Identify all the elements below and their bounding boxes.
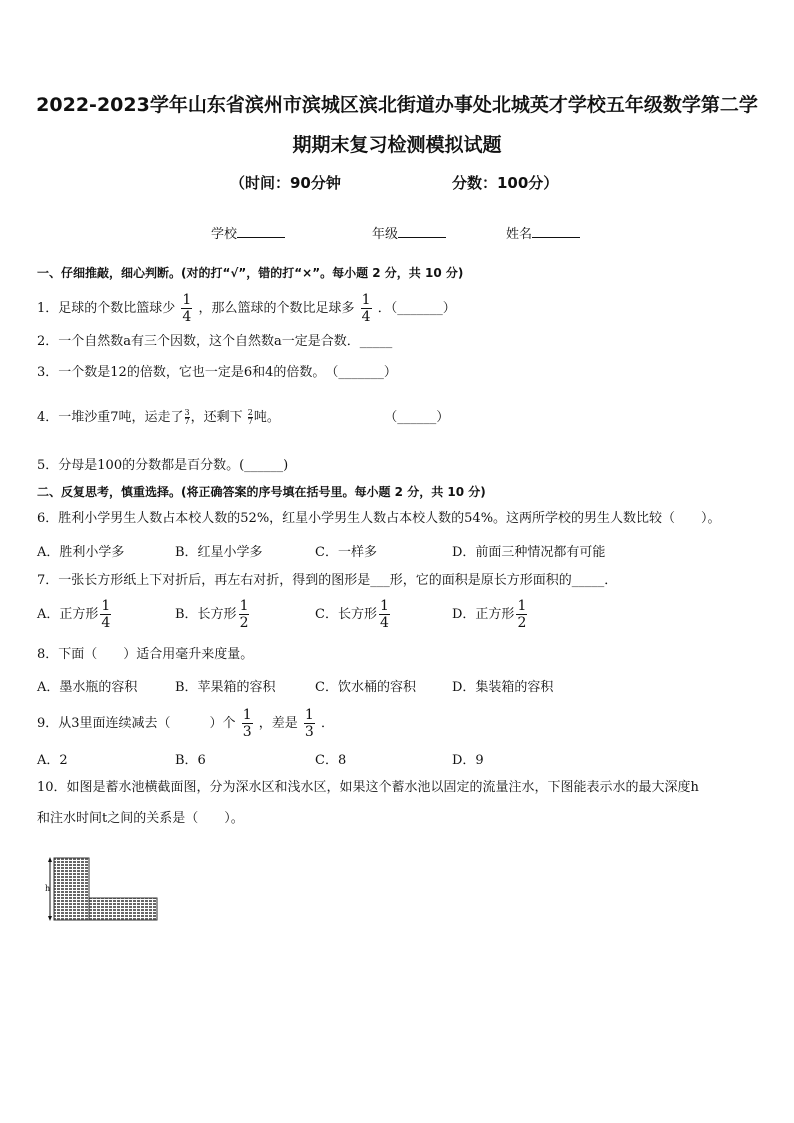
school-label: 学校 bbox=[211, 227, 238, 242]
q4-text-b: ，还剩下 bbox=[190, 410, 243, 425]
question-6: 6．胜利小学男生人数占本校人数的52%，红星小学男生人数占本校人数的54%。这两所学校的男生人数比较（ ）。 bbox=[37, 511, 721, 526]
question-1 bbox=[37, 293, 456, 324]
q8-option-a[interactable]: A．墨水瓶的容积 bbox=[37, 680, 138, 695]
grade-label: 年级 bbox=[372, 227, 399, 242]
q8-option-d[interactable]: D．集装箱的容积 bbox=[452, 680, 554, 695]
name-label: 姓名 bbox=[506, 227, 533, 242]
q1-fraction-1: $\frac{1}{4}$ bbox=[182, 292, 192, 325]
q7-option-b-label: B．长方形 bbox=[175, 607, 237, 622]
q4-fraction-2: $\frac{2}{7}$ bbox=[247, 408, 253, 426]
q1-text-b: ，那么篮球的个数比足球多 bbox=[198, 301, 355, 316]
q4-answer-blank[interactable]: （______） bbox=[384, 410, 450, 425]
q7-option-a[interactable] bbox=[37, 599, 113, 630]
q9-option-d[interactable]: D．9 bbox=[452, 753, 484, 768]
q7-option-d-label: D．正方形 bbox=[452, 607, 515, 622]
q4-text-c: 吨。 bbox=[253, 410, 280, 425]
q9-text-a: 9．从3里面连续减去（ ）个 bbox=[37, 716, 236, 731]
q7-option-a-fraction: $\frac{1}{4}$ bbox=[101, 598, 111, 631]
q7-option-c-label: C．长方形 bbox=[315, 607, 377, 622]
depth-label: h bbox=[45, 884, 51, 893]
q9-option-b[interactable]: B．6 bbox=[175, 753, 206, 768]
question-10-line1: 10．如图是蓄水池横截面图，分为深水区和浅水区，如果这个蓄水池以固定的流量注水，下图能表示水的最大深度h bbox=[37, 780, 699, 795]
q6-option-c[interactable]: C．一样多 bbox=[315, 545, 377, 560]
reservoir-cross-section-figure bbox=[45, 855, 165, 925]
school-blank[interactable] bbox=[237, 225, 285, 238]
deep-zone bbox=[54, 858, 89, 920]
question-2: 2．一个自然数a有三个因数，这个自然数a一定是合数．_____ bbox=[37, 334, 393, 349]
q8-option-c[interactable]: C．饮水桶的容积 bbox=[315, 680, 416, 695]
q7-option-b-fraction: $\frac{1}{2}$ bbox=[239, 598, 249, 631]
question-7: 7．一张长方形纸上下对折后，再左右对折，得到的图形是___形，它的面积是原长方形面积的_____． bbox=[37, 573, 618, 588]
question-8: 8．下面（ ）适合用毫升来度量。 bbox=[37, 647, 254, 662]
q9-option-a[interactable]: A．2 bbox=[37, 753, 68, 768]
q7-option-c-fraction: $\frac{1}{4}$ bbox=[379, 598, 389, 631]
exam-time: （时间：90分钟 bbox=[230, 174, 341, 192]
section1-heading: 一、仔细推敲，细心判断。(对的打“√”，错的打“×”。每小题 2 分，共 10 分) bbox=[37, 266, 464, 280]
q7-option-d[interactable] bbox=[452, 599, 529, 630]
q9-text-c: ． bbox=[320, 716, 334, 731]
q7-option-c[interactable] bbox=[315, 599, 392, 630]
q1-text-a: 1．足球的个数比篮球少 bbox=[37, 301, 176, 316]
q7-option-d-fraction: $\frac{1}{2}$ bbox=[517, 598, 527, 631]
exam-title-line2: 期期末复习检测模拟试题 bbox=[292, 134, 502, 156]
q6-option-b[interactable]: B．红星小学多 bbox=[175, 545, 263, 560]
q4-text-a: 4．一堆沙重7吨，运走了 bbox=[37, 410, 184, 425]
q6-option-d[interactable]: D．前面三种情况都有可能 bbox=[452, 545, 606, 560]
q1-text-c: ．（_______） bbox=[377, 301, 456, 316]
section2-heading: 二、反复思考，慎重选择。(将正确答案的序号填在括号里。每小题 2 分，共 10 分) bbox=[37, 485, 486, 499]
exam-score: 分数：100分） bbox=[452, 174, 559, 192]
question-10-line2: 和注水时间t之间的关系是（ ）。 bbox=[37, 811, 244, 826]
q7-option-a-label: A．正方形 bbox=[37, 607, 99, 622]
q8-option-b[interactable]: B．苹果箱的容积 bbox=[175, 680, 276, 695]
question-9 bbox=[37, 708, 334, 739]
question-4 bbox=[37, 409, 449, 427]
q9-option-c[interactable]: C．8 bbox=[315, 753, 347, 768]
shallow-zone bbox=[89, 898, 157, 920]
question-3: 3．一个数是12的倍数，它也一定是6和4的倍数。 （_______） bbox=[37, 365, 397, 380]
name-blank[interactable] bbox=[532, 225, 580, 238]
school-field bbox=[211, 223, 285, 242]
q9-text-b: ，差是 bbox=[258, 716, 298, 731]
q1-fraction-2: $\frac{1}{4}$ bbox=[361, 292, 371, 325]
question-5: 5．分母是100的分数都是百分数。(______) bbox=[37, 458, 289, 473]
grade-blank[interactable] bbox=[398, 225, 446, 238]
grade-field bbox=[372, 223, 446, 242]
q9-fraction-2: $\frac{1}{3}$ bbox=[304, 707, 314, 740]
q9-fraction-1: $\frac{1}{3}$ bbox=[242, 707, 252, 740]
name-field bbox=[506, 223, 580, 242]
q6-option-a[interactable]: A．胜利小学多 bbox=[37, 545, 125, 560]
exam-title-line1: 2022-2023学年山东省滨州市滨城区滨北街道办事处北城英才学校五年级数学第二学 bbox=[36, 94, 758, 116]
q7-option-b[interactable] bbox=[175, 599, 251, 630]
q4-fraction-1: $\frac{3}{7}$ bbox=[184, 408, 190, 426]
